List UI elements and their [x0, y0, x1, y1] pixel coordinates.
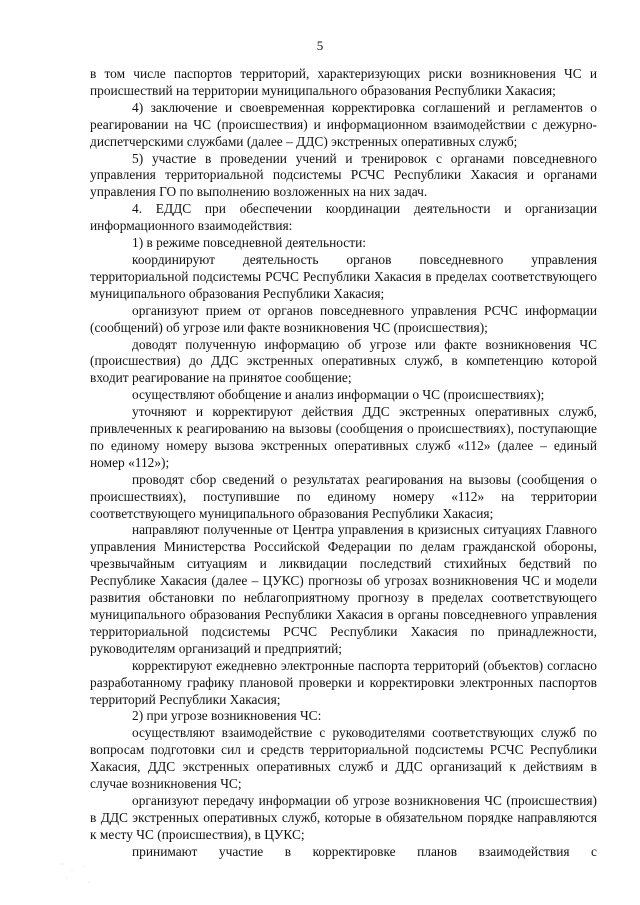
paragraph: осуществляют обобщение и анализ информации о ЧС (происшествиях); — [132, 387, 545, 403]
paragraph: в том числе паспортов территорий, характеризующих риски возникновения ЧС и происшествий на территории муниципального образования Республики Хакасия; — [90, 66, 597, 98]
paragraph: корректируют ежедневно электронные паспорта территорий (объектов) согласно разработанному графику плановой проверки и корректировки электронных паспортов территорий Республики Хакасия; — [90, 657, 597, 707]
paragraph: направляют полученные от Центра управления в кризисных ситуациях Главного управления Министерства Российской Федерации по делам гражданской обороны, чрезвычайным ситуациям и ликвидации последствий стихийных бедствий по Республике Хакасия (далее – ЦУКС) прогнозы об угрозах возникновения ЧС и модели развития обстановки по неблагоприятному прогнозу в пределах соответствующего муниципального образования Республики Хакасия в органы повседневного управления территориальной подсистемы РСЧС Республики Хакасия по принадлежности, руководителям организаций и предприятий; — [90, 522, 597, 656]
paragraph: 1) в режиме повседневной деятельности: — [132, 235, 366, 251]
paragraph: доводят полученную информацию об угрозе или факте возникновения ЧС (происшествия) до ДДС экстренных оперативных служб, в компетенцию которой входит реагирование на принятое сообщение; — [90, 336, 597, 386]
paragraph: 4. ЕДДС при обеспечении координации деятельности и организации информационного взаимодействия: — [90, 201, 597, 234]
document-body — [90, 66, 597, 861]
paragraph: организуют передачу информации об угрозе возникновения ЧС (происшествия) в ДДС экстренных оперативных служб, которые в обязательном порядке направляются к месту ЧС (происшествия), в ЦУКС; — [90, 792, 597, 842]
paragraph: 2) при угрозе возникновения ЧС: — [132, 708, 322, 724]
paragraph: уточняют и корректируют действия ДДС экстренных оперативных служб, привлеченных к реагированию на вызовы (сообщения о происшествиях), поступающие по единому номеру вызова экстренных оперативных служб «112» (далее – единый номер «112»); — [90, 404, 597, 470]
paragraph: 4) заключение и своевременная корректировка соглашений и регламентов о реагировании на ЧС (происшествия) и информационном взаимодействии с дежурно-диспетчерскими службами (далее – ДДС) экстренных оперативных служб; — [90, 99, 597, 149]
paragraph: организуют прием от органов повседневного управления РСЧС информации (сообщений) об угрозе или факте возникновения ЧС (происшествия); — [90, 302, 597, 335]
paragraph: координируют деятельность органов повседневного управления территориальной подсистемы РСЧС Республики Хакасия в пределах соответствующего муниципального образования Республики Хакасия; — [90, 251, 597, 301]
paragraph: 5) участие в проведении учений и тренировок с органами повседневного управления территориальной подсистемы РСЧС Республики Хакасия и органами управления ГО по выполнению возложенных на них задач. — [90, 150, 597, 200]
paragraph: принимают участие в корректировке планов взаимодействия с — [132, 843, 597, 859]
scan-noise-marks — [58, 858, 98, 888]
paragraph: проводят сбор сведений о результатах реагирования на вызовы (сообщения о происшествиях), поступившие по единому номеру «112» на территории соответствующего муниципального образования Республики Хакасия; — [90, 471, 597, 521]
paragraph: осуществляют взаимодействие с руководителями соответствующих служб по вопросам подготовки сил и средств территориальной подсистемы РСЧС Республики Хакасия, ДДС экстренных оперативных служб и ДДС организаций к действиям в случае возникновения ЧС; — [90, 725, 597, 792]
page-number: 5 — [316, 38, 324, 53]
